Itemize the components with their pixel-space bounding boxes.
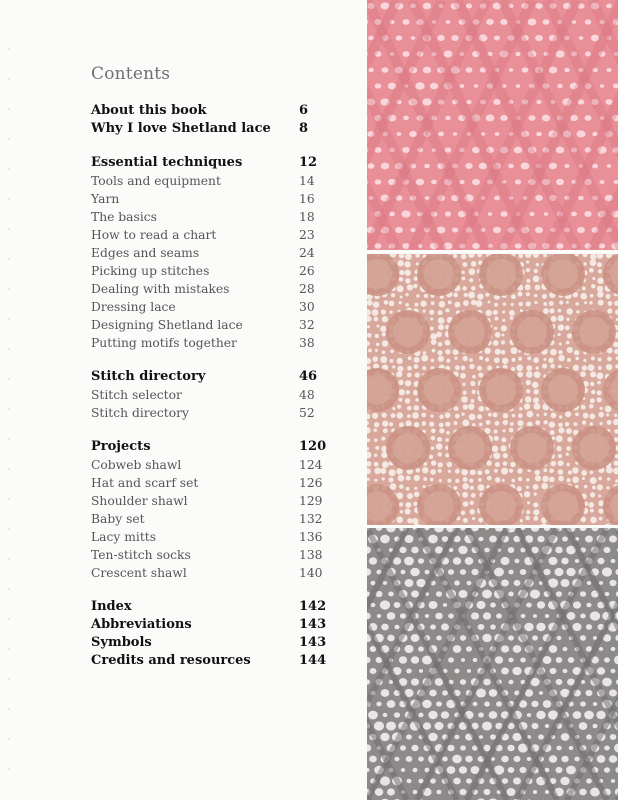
toc-section	[91, 598, 341, 670]
toc-entry-title: Crescent shawl	[91, 566, 187, 580]
toc-sub-entry[interactable]	[91, 386, 341, 404]
toc-entry-page: 129	[299, 494, 323, 508]
table-of-contents	[91, 64, 341, 686]
toc-sub-entry[interactable]	[91, 280, 341, 298]
toc-entry-page: 126	[299, 476, 323, 490]
toc-sub-entry[interactable]	[91, 262, 341, 280]
toc-main-entry[interactable]	[91, 154, 341, 172]
toc-sub-entry[interactable]	[91, 474, 341, 492]
toc-main-entry[interactable]	[91, 368, 341, 386]
toc-entry-title: Designing Shetland lace	[91, 318, 243, 332]
toc-section	[91, 438, 341, 582]
beige-lace-pattern	[367, 254, 618, 525]
beige-lace-swatch	[367, 254, 618, 525]
toc-sub-entry[interactable]	[91, 334, 341, 352]
toc-sub-entry[interactable]	[91, 528, 341, 546]
toc-sub-entry[interactable]	[91, 298, 341, 316]
toc-main-entry[interactable]	[91, 598, 341, 616]
toc-entry-title: About this book	[91, 103, 207, 118]
toc-entry-page: 24	[299, 246, 315, 260]
toc-sub-entry[interactable]	[91, 316, 341, 334]
toc-sub-entry[interactable]	[91, 172, 341, 190]
toc-section	[91, 154, 341, 352]
toc-sub-entry[interactable]	[91, 546, 341, 564]
toc-main-entry[interactable]	[91, 102, 341, 120]
toc-entry-title: Putting motifs together	[91, 336, 237, 350]
toc-entry-page: 32	[299, 318, 315, 332]
toc-entry-page: 48	[299, 388, 315, 402]
toc-entry-title: Index	[91, 599, 132, 614]
toc-entry-page: 6	[299, 103, 309, 118]
toc-entry-page: 18	[299, 210, 315, 224]
toc-entry-title: Picking up stitches	[91, 264, 210, 278]
toc-sub-entry[interactable]	[91, 226, 341, 244]
toc-entry-page: 136	[299, 530, 323, 544]
toc-sub-entry[interactable]	[91, 510, 341, 528]
toc-entry-page: 26	[299, 264, 315, 278]
toc-main-entry[interactable]	[91, 652, 341, 670]
toc-entry-title: Yarn	[91, 192, 120, 206]
toc-entry-page: 132	[299, 512, 323, 526]
toc-main-entry[interactable]	[91, 438, 341, 456]
toc-entry-page: 140	[299, 566, 323, 580]
toc-entry-title: Tools and equipment	[91, 174, 221, 188]
toc-entry-page: 52	[299, 406, 315, 420]
lace-photo-column	[367, 0, 618, 800]
toc-entry-title: Credits and resources	[91, 653, 251, 668]
toc-entry-title: Hat and scarf set	[91, 476, 199, 490]
toc-entry-page: 16	[299, 192, 315, 206]
toc-entry-page: 14	[299, 174, 315, 188]
toc-sub-entry[interactable]	[91, 244, 341, 262]
toc-entry-page: 124	[299, 458, 323, 472]
binding-holes	[8, 20, 10, 780]
toc-sections	[91, 102, 341, 670]
toc-entry-page: 30	[299, 300, 315, 314]
toc-entry-page: 142	[299, 599, 327, 614]
toc-entry-page: 12	[299, 155, 318, 170]
toc-entry-title: Dealing with mistakes	[91, 282, 230, 296]
toc-entry-page: 144	[299, 653, 327, 668]
contents-heading: Contents	[91, 64, 171, 84]
toc-entry-page: 138	[299, 548, 323, 562]
toc-entry-title: Edges and seams	[91, 246, 200, 260]
toc-entry-title: Abbreviations	[91, 617, 192, 632]
toc-entry-title: Essential techniques	[91, 155, 243, 170]
toc-entry-page: 28	[299, 282, 315, 296]
toc-entry-title: Shoulder shawl	[91, 494, 188, 508]
toc-main-entry[interactable]	[91, 634, 341, 652]
toc-entry-page: 38	[299, 336, 315, 350]
toc-entry-title: Stitch directory	[91, 406, 189, 420]
toc-sub-entry[interactable]	[91, 190, 341, 208]
toc-entry-page: 143	[299, 617, 327, 632]
toc-entry-title: How to read a chart	[91, 228, 217, 242]
toc-main-entry[interactable]	[91, 120, 341, 138]
toc-entry-title: Lacy mitts	[91, 530, 157, 544]
grey-lace-swatch	[367, 528, 618, 800]
toc-entry-page: 120	[299, 439, 327, 454]
toc-entry-title: Symbols	[91, 635, 152, 650]
toc-entry-title: Why I love Shetland lace	[91, 121, 271, 136]
toc-entry-title: Stitch directory	[91, 369, 206, 384]
grey-lace-pattern	[367, 528, 618, 800]
toc-entry-title: The basics	[91, 210, 157, 224]
toc-entry-title: Dressing lace	[91, 300, 176, 314]
toc-section	[91, 102, 341, 138]
toc-entry-page: 23	[299, 228, 315, 242]
toc-entry-title: Stitch selector	[91, 388, 182, 402]
pink-lace-swatch	[367, 0, 618, 250]
toc-entry-title: Ten-stitch socks	[91, 548, 191, 562]
toc-entry-page: 8	[299, 121, 309, 136]
toc-section	[91, 368, 341, 422]
toc-entry-title: Baby set	[91, 512, 145, 526]
toc-main-entry[interactable]	[91, 616, 341, 634]
toc-entry-page: 46	[299, 369, 318, 384]
toc-entry-title: Projects	[91, 439, 151, 454]
toc-sub-entry[interactable]	[91, 564, 341, 582]
toc-entry-title: Cobweb shawl	[91, 458, 182, 472]
pink-lace-pattern	[367, 0, 618, 250]
toc-sub-entry[interactable]	[91, 492, 341, 510]
toc-sub-entry[interactable]	[91, 208, 341, 226]
toc-sub-entry[interactable]	[91, 456, 341, 474]
toc-sub-entry[interactable]	[91, 404, 341, 422]
toc-entry-page: 143	[299, 635, 327, 650]
